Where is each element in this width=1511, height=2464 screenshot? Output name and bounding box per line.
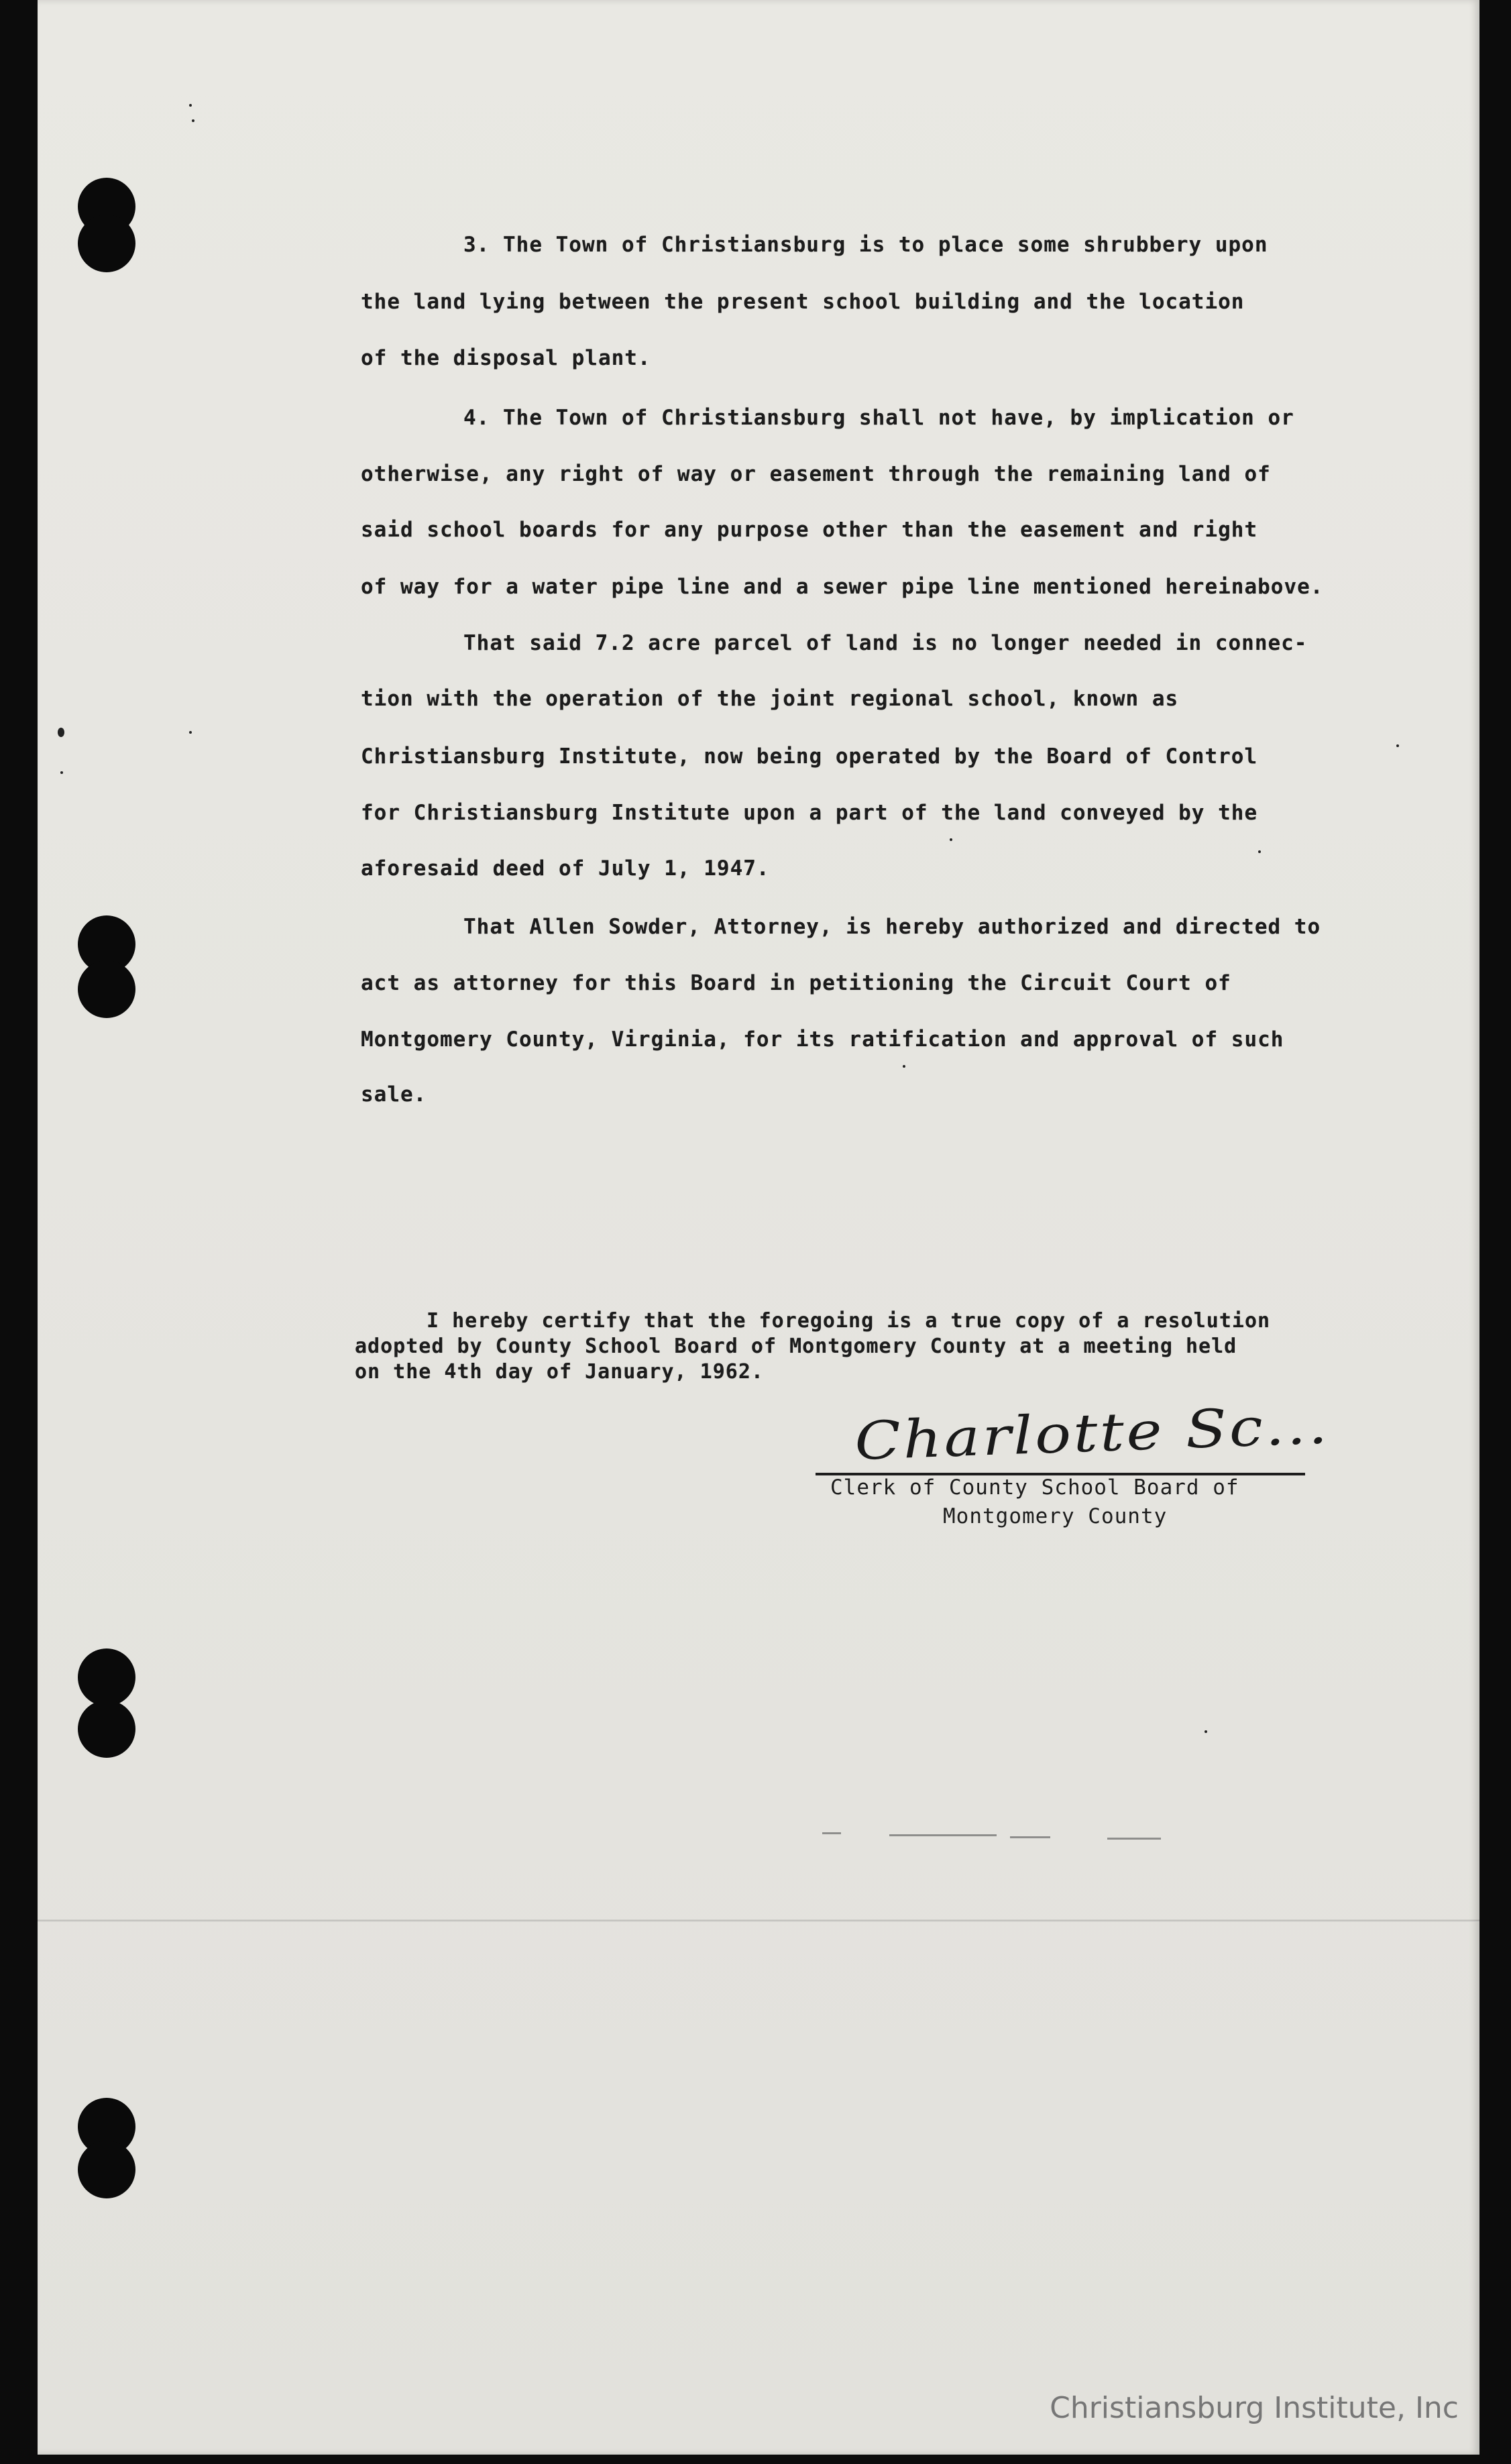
signer-title-line: Montgomery County: [943, 1504, 1168, 1528]
body-line: the land lying between the present school building and the location: [361, 290, 1245, 314]
certification-line: on the 4th day of January, 1962.: [355, 1360, 764, 1384]
ink-smudge: [889, 1834, 997, 1836]
certification-line: adopted by County School Board of Montgomery County at a meeting held: [355, 1335, 1237, 1358]
body-line: for Christiansburg Institute upon a part of the land conveyed by the: [361, 801, 1258, 825]
body-line: That said 7.2 acre parcel of land is no longer needed in connec-: [463, 631, 1308, 655]
body-line: aforesaid deed of July 1, 1947.: [361, 856, 770, 881]
body-line: sale.: [361, 1082, 427, 1107]
body-line: Montgomery County, Virginia, for its ratification and approval of such: [361, 1027, 1284, 1052]
body-line: 4. The Town of Christiansburg shall not have, by implication or: [463, 406, 1294, 430]
body-line: That Allen Sowder, Attorney, is hereby authorized and directed to: [463, 915, 1321, 939]
body-line: otherwise, any right of way or easement through the remaining land of: [361, 462, 1271, 486]
ink-smudge: [1010, 1836, 1050, 1838]
certification-line: I hereby certify that the foregoing is a true copy of a resolution: [427, 1309, 1271, 1333]
body-line: of way for a water pipe line and a sewer pipe line mentioned hereinabove.: [361, 575, 1324, 599]
ink-smudge: [1107, 1838, 1161, 1840]
handwritten-signature: Charlotte Sc...: [853, 1395, 1331, 1472]
body-line: said school boards for any purpose other than the easement and right: [361, 518, 1258, 542]
document-page: [38, 0, 1479, 2455]
typed-text-block: [38, 0, 1479, 2455]
watermark: Christiansburg Institute, Inc: [1050, 2391, 1459, 2425]
signer-title-line: Clerk of County School Board of: [830, 1475, 1239, 1500]
body-line: tion with the operation of the joint regional school, known as: [361, 687, 1179, 711]
ink-smudge: [822, 1832, 841, 1834]
body-line: Christiansburg Institute, now being operated by the Board of Control: [361, 744, 1258, 769]
body-line: act as attorney for this Board in petitioning the Circuit Court of: [361, 971, 1231, 995]
body-line: of the disposal plant.: [361, 346, 651, 370]
body-line: 3. The Town of Christiansburg is to place some shrubbery upon: [463, 233, 1268, 257]
